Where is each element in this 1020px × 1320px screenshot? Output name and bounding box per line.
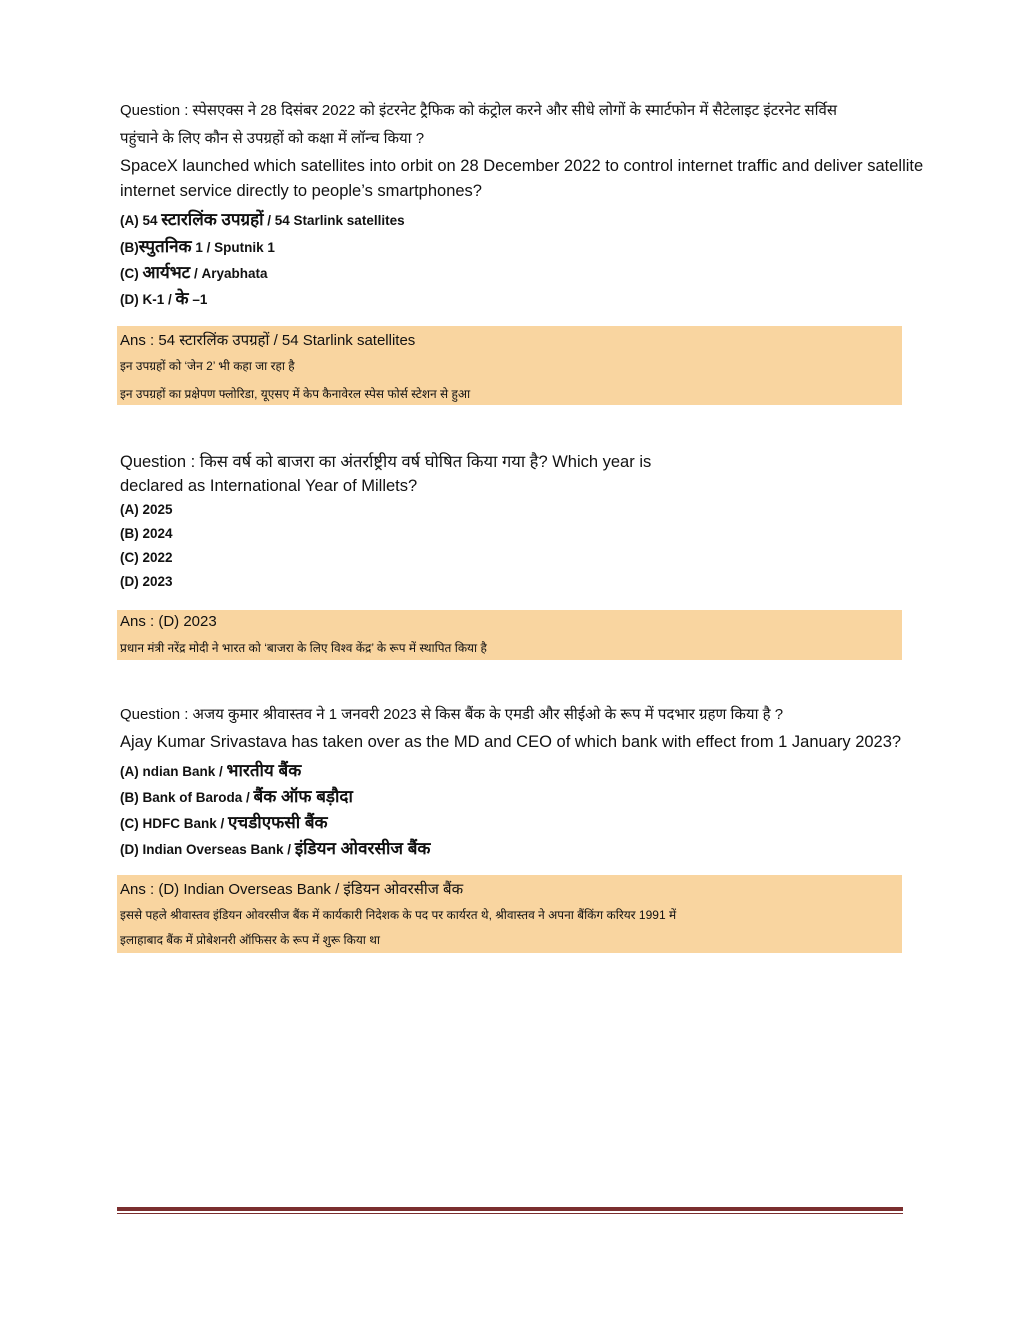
footer-divider [117,1207,903,1211]
q3-option-c [120,810,328,833]
option-hindi: स्पुतनिक [138,237,192,256]
q1-option-c [120,260,268,283]
q2-answer-head: Ans : (D) 2023 [120,613,217,630]
option-hindi: आर्यभट [142,263,191,282]
q3-answer-note-2: इलाहाबाद बैंक में प्रोबेशनरी ऑफिसर के रूप में शुरू किया था [120,933,380,947]
option-prefix: (A) 54 [120,213,162,228]
option-prefix: (C) [120,266,143,281]
q1-english-line-2: internet service directly to people’s smartphones? [120,182,482,200]
option-suffix: –1 [188,292,208,307]
option-hindi: भारतीय बैंक [226,761,302,780]
q1-answer-box [117,326,902,405]
q3-option-b [120,784,353,807]
option-prefix: (A) ndian Bank / [120,764,227,779]
q1-answer-head: Ans : 54 स्टारलिंक उपग्रहों / 54 Starlink satellites [120,332,416,349]
q2-answer-note-1: प्रधान मंत्री नरेंद्र मोदी ने भारत को ‘बाजरा के लिए विश्व केंद्र’ के रूप में स्थापित किया है [120,641,487,655]
option-prefix: (C) HDFC Bank / [120,816,228,831]
q2-option-b: (B) 2024 [120,526,173,541]
q3-option-a [120,758,301,781]
q1-hindi-line-1: Question : स्पेसएक्स ने 28 दिसंबर 2022 को इंटरनेट ट्रैफिक को कंट्रोल करने और सीधे लोगों के स्मार्टफोन में सैटेलाइट इंटरनेट सर्विस [120,102,837,119]
q3-option-d [120,836,430,859]
q3-hindi-line-1: Question : अजय कुमार श्रीवास्तव ने 1 जनवरी 2023 से किस बैंक के एमडी और सीईओ के रूप में पदभार ग्रहण किया है ? [120,706,784,723]
q1-hindi-line-2: पहुंचाने के लिए कौन से उपग्रहों को कक्षा में लॉन्च किया ? [120,130,425,147]
footer-divider-thin [117,1213,903,1214]
q1-english-line-1: SpaceX launched which satellites into orbit on 28 December 2022 to control internet traffic and deliver satellite [120,157,924,175]
option-prefix: (B) Bank of Baroda / [120,790,254,805]
q2-option-c: (C) 2022 [120,550,173,565]
q1-answer-note-1: इन उपग्रहों को ‘जेन 2’ भी कहा जा रहा है [120,359,295,373]
q2-question-line-1: Question : किस वर्ष को बाजरा का अंतर्राष्ट्रीय वर्ष घोषित किया गया है? Which year is [120,453,652,471]
q2-option-a: (A) 2025 [120,502,173,517]
q2-question-line-2: declared as International Year of Millets? [120,477,418,495]
option-hindi: के [175,289,189,308]
q1-option-d [120,286,207,309]
option-hindi: इंडियन ओवरसीज बैंक [294,839,431,858]
option-prefix: (B) [120,240,139,255]
q2-option-d: (D) 2023 [120,574,173,589]
option-prefix: (D) K-1 / [120,292,176,307]
q1-option-a [120,207,405,230]
q1-option-b [120,234,275,257]
q3-english-line-1: Ajay Kumar Srivastava has taken over as the MD and CEO of which bank with effect from 1 January 2023? [120,733,902,751]
option-suffix: / Aryabhata [190,266,268,281]
q1-answer-note-2: इन उपग्रहों का प्रक्षेपण फ्लोरिडा, यूएसए में केप कैनावेरल स्पेस फोर्स स्टेशन से हुआ [120,387,471,401]
option-prefix: (D) Indian Overseas Bank / [120,842,295,857]
option-hindi: एचडीएफसी बैंक [228,813,328,832]
q3-answer-box [117,875,902,953]
q3-answer-note-1: इससे पहले श्रीवास्तव इंडियन ओवरसीज बैंक में कार्यकारी निदेशक के पद पर कार्यरत थे, श्रीवास्तव ने अपना बैंकिंग करियर 1991 में [120,908,677,922]
q3-answer-head: Ans : (D) Indian Overseas Bank / इंडियन ओवरसीज बैंक [120,881,464,898]
option-suffix: 1 / Sputnik 1 [191,240,275,255]
option-hindi: स्टारलिंक उपग्रहों [161,210,264,229]
q2-answer-box [117,610,902,660]
option-suffix: / 54 Starlink satellites [263,213,405,228]
option-hindi: बैंक ऑफ बड़ौदा [253,787,353,806]
